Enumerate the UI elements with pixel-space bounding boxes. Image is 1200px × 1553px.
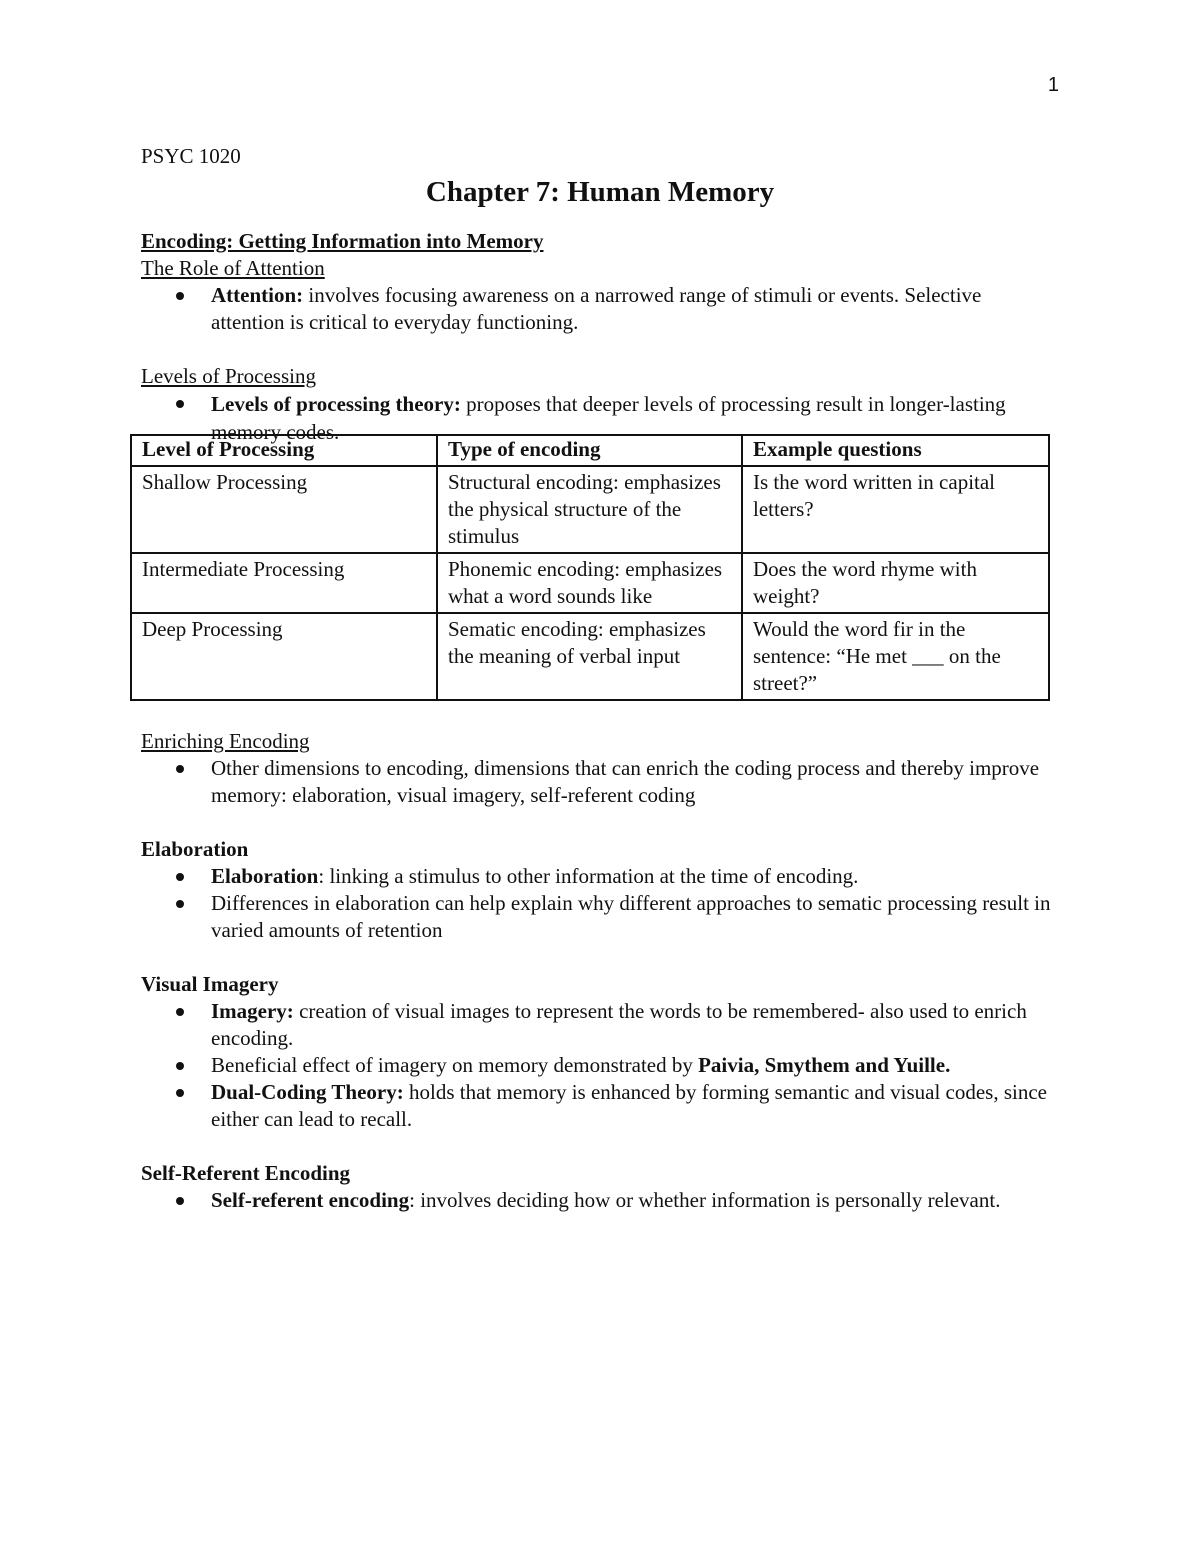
attention-text: involves focusing awareness on a narrowed range of stimuli or events. Selective attention is critical to everyday functioning.	[211, 283, 982, 334]
elaboration-list	[141, 863, 1059, 944]
list-item	[211, 1052, 1059, 1079]
list-item	[211, 1187, 1059, 1214]
table-cell: Does the word rhyme with weight?	[742, 553, 1049, 613]
dual-coding-term: Dual-Coding Theory:	[211, 1080, 404, 1104]
attention-subhead: The Role of Attention	[141, 256, 325, 280]
self-ref-term: Self-referent encoding	[211, 1188, 410, 1212]
list-item	[211, 282, 1059, 336]
encoding-heading: Encoding: Getting Information into Memory	[141, 229, 544, 253]
levels-list	[141, 390, 1059, 446]
elaboration-heading: Elaboration	[141, 837, 249, 861]
table-cell: Sematic encoding: emphasizes the meaning of verbal input	[437, 613, 742, 700]
page-title: Chapter 7: Human Memory	[425, 176, 775, 208]
table-header: Level of Processing	[131, 435, 437, 466]
levels-term: Levels of processing theory:	[211, 392, 461, 416]
elaboration-term: Elaboration	[211, 864, 319, 888]
table-row	[131, 553, 1049, 613]
enriching-list	[141, 755, 1059, 809]
document-body	[141, 142, 1059, 1214]
list-item	[211, 390, 1059, 446]
table-row	[131, 466, 1049, 553]
processing-table	[130, 434, 1050, 701]
table-cell: Is the word written in capital letters?	[742, 466, 1049, 553]
imagery-list	[141, 998, 1059, 1133]
imagery-authors: Paivia, Smythem and Yuille.	[698, 1053, 951, 1077]
imagery-text2: Beneficial effect of imagery on memory demonstrated by	[211, 1053, 699, 1077]
list-item: Differences in elaboration can help explain why different approaches to sematic processing result in varied amounts of retention	[211, 890, 1059, 944]
levels-text: proposes that deeper levels of processing result in longer-lasting memory codes.	[211, 392, 1006, 444]
list-item	[211, 1079, 1059, 1133]
imagery-text: creation of visual images to represent the words to be remembered- also used to enrich encoding.	[211, 999, 1027, 1050]
enriching-subhead: Enriching Encoding	[141, 729, 310, 753]
list-item: Other dimensions to encoding, dimensions that can enrich the coding process and thereby improve memory: elaboration, visual imagery, self-referent coding	[211, 755, 1059, 809]
page-number: 1	[1047, 74, 1059, 96]
dual-coding-text: holds that memory is enhanced by forming semantic and visual codes, since either can lead to recall.	[211, 1080, 1047, 1131]
self-ref-list	[141, 1187, 1059, 1214]
table-cell: Would the word fir in the sentence: “He met ___ on the street?”	[742, 613, 1049, 700]
table-header: Example questions	[742, 435, 1049, 466]
table-header: Type of encoding	[437, 435, 742, 466]
imagery-term: Imagery:	[211, 999, 294, 1023]
list-item	[211, 863, 1059, 890]
attention-list	[141, 282, 1059, 336]
imagery-heading: Visual Imagery	[141, 972, 279, 996]
table-cell: Intermediate Processing	[131, 553, 437, 613]
elaboration-text: : linking a stimulus to other information at the time of encoding.	[318, 864, 859, 888]
self-ref-text: : involves deciding how or whether information is personally relevant.	[409, 1188, 1001, 1212]
attention-term: Attention:	[211, 283, 304, 307]
self-ref-heading: Self-Referent Encoding	[141, 1161, 351, 1185]
table-cell: Phonemic encoding: emphasizes what a word sounds like	[437, 553, 742, 613]
table-row	[131, 613, 1049, 700]
course-code: PSYC 1020	[141, 144, 241, 168]
table-cell: Structural encoding: emphasizes the physical structure of the stimulus	[437, 466, 742, 553]
levels-subhead: Levels of Processing	[141, 364, 316, 388]
list-item	[211, 998, 1059, 1052]
table-cell: Deep Processing	[131, 613, 437, 700]
table-cell: Shallow Processing	[131, 466, 437, 553]
